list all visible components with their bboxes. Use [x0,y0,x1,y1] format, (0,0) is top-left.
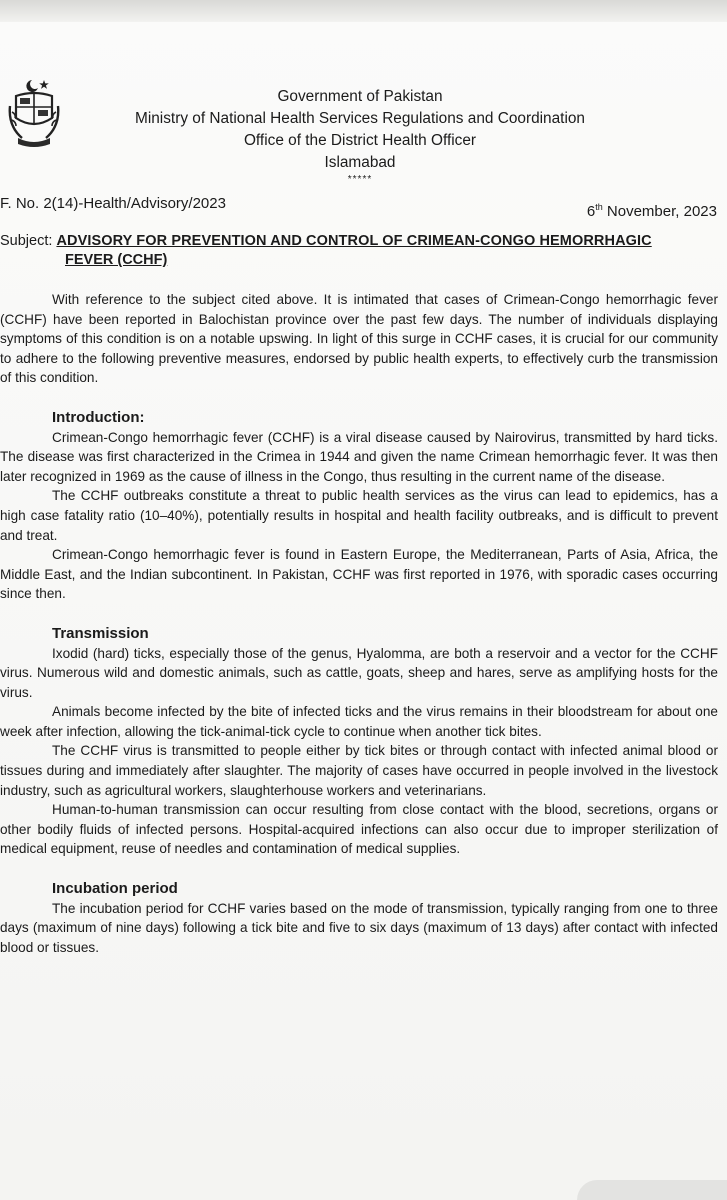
subject-title-line1: ADVISORY FOR PREVENTION AND CONTROL OF CRIMEAN-CONGO HEMORRHAGIC [56,233,652,249]
subject-title-line2: FEVER (CCHF) [65,252,168,268]
file-number: F. No. 2(14)-Health/Advisory/2023 [0,195,226,212]
date-suffix: th [595,202,603,212]
date-day: 6 [586,203,596,220]
transmission-paragraph-4: Human-to-human transmission can occur resulting from close contact with the blood, secretions, organs or other bodily fluids of infected persons. Hospital-acquired infections can also occur due to improper sterilization of medical equipment, reuse of needles and contamination of medical supplies. [0,802,718,857]
introduction-paragraph-3: Crimean-Congo hemorrhagic fever is found in Eastern Europe, the Mediterranean, Parts of Asia, Africa, the Middle East, and the Indian subcontinent. In Pakistan, CCHF was first reported in 1976, with sporadic cases occurring since then. [0,547,718,602]
incubation-paragraph-1: The incubation period for CCHF varies based on the mode of transmission, typically ranging from one to three days (maximum of nine days) following a tick bite and five to six days (maximum of 13 days) after contact with infected blood or tissues. [0,900,718,955]
pakistan-emblem-icon [6,76,62,150]
intro-paragraph: With reference to the subject cited above. It is intimated that cases of Crimean-Congo hemorrhagic fever (CCHF) have been reported in Balochistan province over the past few days. The number of individuals displaying symptoms of this condition is on a notable upswing. In light of this surge in CCHF cases, it is crucial for our community to adhere to the following preventive measures, endorsed by public health experts, to effectively curb the transmission of this condition. [0,292,718,386]
transmission-paragraph-3: The CCHF virus is transmitted to people either by tick bites or through contact with infected animal blood or tissues during and immediately after slaughter. The majority of cases have occurred in people involved in the livestock industry, such as agricultural workers, slaughterhouse workers and veterinarians. [0,743,718,798]
separator-stars: ***** [347,174,373,185]
transmission-paragraph-1: Ixodid (hard) ticks, especially those of the genus, Hyalomma, are both a reservoir and a vector for the CCHF virus. Numerous wild and domestic animals, such as cattle, goats, sheep and hares, serve as amplifying hosts for the virus. [0,645,718,700]
office-name: Office of the District Health Officer [243,132,477,149]
introduction-paragraph-2: The CCHF outbreaks constitute a threat to public health services as the virus can lead to epidemics, has a high case fatality ratio (10–40%), potentially results in hospital and health facility outbreaks, and is difficult to prevent and treat. [0,488,718,543]
incubation-heading: Incubation period [52,880,178,898]
introduction-paragraph-1: Crimean-Congo hemorrhagic fever (CCHF) is a viral disease caused by Nairovirus, transmitted by hard ticks. The disease was first characterized in the Crimea in 1944 and given the name Crimean hemorrhagic fever. It was then later recognized in 1969 as the cause of illness in the Congo, thus resulting in the current name of the disease. [0,429,718,484]
introduction-heading: Introduction: [52,408,145,426]
document-date [587,202,717,220]
transmission-paragraph-2: Animals become infected by the bite of infected ticks and the virus remains in their bloodstream for about one week after infection, allowing the tick-animal-tick cycle to continue when another tick bites. [0,704,718,739]
city-name: Islamabad [324,154,396,171]
subject-label: Subject: [0,233,53,249]
ministry-name: Ministry of National Health Services Regulations and Coordination [135,110,585,127]
transmission-heading: Transmission [52,624,149,642]
document-body [0,290,718,957]
page-corner-shade [577,1180,727,1200]
letterhead [60,86,660,186]
subject-line [0,232,720,270]
date-month-year: November, 2023 [602,203,717,220]
government-name: Government of Pakistan [277,88,443,105]
page-top-edge [0,0,727,22]
